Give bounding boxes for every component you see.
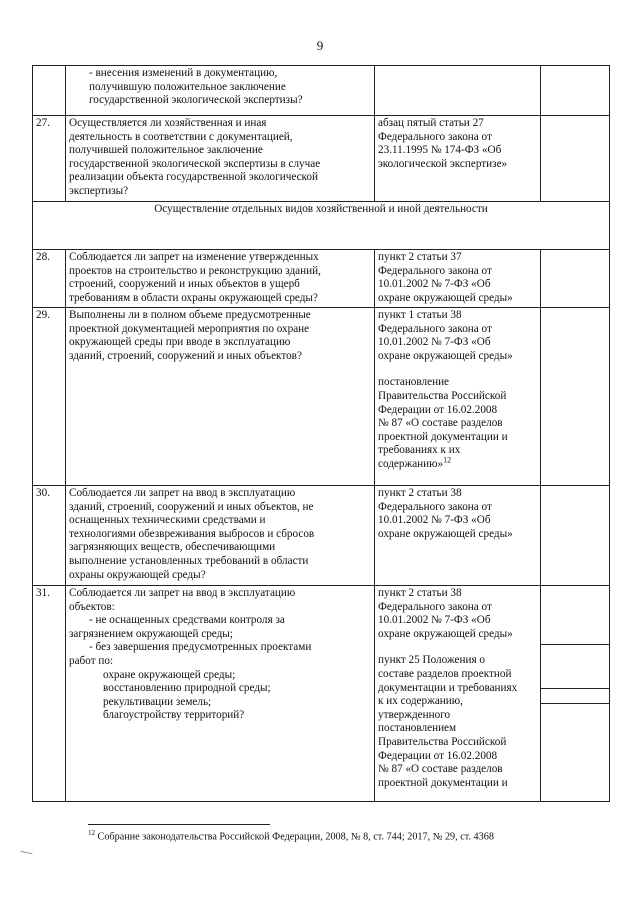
reference-line: экологической экспертизе» [378,157,508,170]
table-row [33,66,610,116]
question-cell [66,486,375,586]
footnote-mark: 12 [88,829,95,837]
reference-line: проектной документации и [378,430,508,443]
reference-line: 10.01.2002 № 7-ФЗ «Об [378,336,491,349]
reference-line: 10.01.2002 № 7-ФЗ «Об [378,614,491,627]
row-number [33,66,66,116]
question-line: проектной документацией мероприятия по охране [69,322,310,335]
question-line: загрязняющих веществ, обеспечивающими [69,541,276,554]
question-line: государственной экологической экспертизы? [89,94,303,107]
question-line: - без завершения предусмотренных проектами [89,641,312,654]
question-line: выполнение установленных требований в области [69,554,309,567]
table-row [33,116,610,202]
row-number: 30. [33,486,66,586]
row-number: 29. [33,308,66,486]
reference-line: Правительства Российской [378,735,507,748]
question-line: строений, сооружений и иных объектов в ущерб [69,278,300,291]
question-line: - не оснащенных средствами контроля за [89,614,285,627]
table-row [33,308,610,486]
question-line: требованиям в области охраны окружающей среды? [69,291,318,304]
question-line: зданий, строений, сооружений и иных объектов, не [69,500,314,513]
question-line: окружающей среды при вводе в эксплуатацию [69,336,291,349]
reference-cell [375,486,541,586]
question-line: - внесения изменений в документацию, [89,67,278,79]
reference-line: пункт 2 статьи 37 [378,251,462,263]
reference-cell [375,250,541,308]
question-line: оснащенных техническими средствами и [69,514,266,527]
answer-cell[interactable] [541,116,610,202]
reference-line: охране окружающей среды» [378,349,513,362]
reference-line: проектной документации и [378,776,508,789]
reference-line: пункт 25 Положения о [378,654,486,667]
checklist-table [32,65,610,802]
question-line: объектов: [69,600,115,613]
question-line: восстановлению природной среды; [103,682,271,695]
question-line: охране окружающей среды; [103,668,236,681]
question-line: реализации объекта государственной экологической [69,171,318,184]
question-line: благоустройству территорий? [103,709,245,722]
reference-line: № 87 «О составе разделов [378,417,503,430]
reference-line: охране окружающей среды» [378,291,513,304]
question-cell [66,586,375,802]
footnote-separator [88,824,270,825]
question-line: зданий, строений, сооружений и иных объектов? [69,349,302,362]
question-line: Выполнены ли в полном объеме предусмотренные [69,309,311,321]
reference-line: пункт 2 статьи 38 [378,487,462,499]
question-line: загрязнением окружающей среды; [69,627,233,640]
answer-cell[interactable] [541,250,610,308]
reference-line: охране окружающей среды» [378,627,513,640]
reference-line: Федерации от 16.02.2008 [378,403,498,416]
reference-cell [375,116,541,202]
question-cell [66,116,375,202]
question-line: технологиями обезвреживания выбросов и сбросов [69,527,315,540]
reference-line: 23.11.1995 № 174-ФЗ «Об [378,144,502,157]
footnote-text: Собрание законодательства Российской Федерации, 2008, № 8, ст. 744; 2017, № 29, ст. 4368 [97,831,494,843]
reference-text: содержанию» [378,457,444,470]
reference-line: 10.01.2002 № 7-ФЗ «Об [378,514,491,527]
question-line: проектов на строительство и реконструкцию зданий, [69,264,321,277]
table-row [33,250,610,308]
reference-line [378,455,537,472]
reference-line: постановлением [378,722,457,735]
reference-line: Правительства Российской [378,389,507,402]
answer-cell[interactable] [541,308,610,486]
reference-line: составе разделов проектной [378,667,512,680]
question-line: получившую положительное заключение [89,80,286,93]
reference-cell [375,66,541,116]
question-cell [66,250,375,308]
question-line: работ по: [69,654,114,667]
reference-cell [375,586,541,802]
question-line: Соблюдается ли запрет на ввод в эксплуатацию [69,587,296,599]
scan-mark [20,851,33,859]
row-number: 31. [33,586,66,802]
answer-cell[interactable] [541,486,610,586]
reference-line: Федерального закона от [378,500,492,513]
reference-cell [375,308,541,486]
table-row [33,486,610,586]
answer-cell[interactable] [541,586,610,802]
reference-line: пункт 1 статьи 38 [378,309,462,321]
section-row [33,202,610,250]
table-row [33,586,610,802]
reference-line: утвержденного [378,708,451,721]
answer-divider [541,688,609,689]
footnote-mark: 12 [443,455,452,465]
question-line: охраны окружающей среды? [69,568,206,581]
reference-line: Федерального закона от [378,264,492,277]
answer-divider [541,703,609,704]
reference-line: требованиях к их [378,444,461,457]
answer-divider [541,644,609,645]
reference-line: Федерации от 16.02.2008 [378,749,498,762]
question-cell [66,66,375,116]
reference-line: Федерального закона от [378,322,492,335]
question-line: рекультивации земель; [103,695,212,708]
question-line: экспертизы? [69,184,129,197]
question-cell [66,308,375,486]
reference-line: пункт 2 статьи 38 [378,587,462,599]
answer-cell[interactable] [541,66,610,116]
reference-line: абзац пятый статьи 27 [378,117,484,129]
row-number: 28. [33,250,66,308]
section-heading: Осуществление отдельных видов хозяйственной и иной деятельности [33,202,610,250]
page-number: 9 [316,38,324,53]
question-line: Соблюдается ли запрет на ввод в эксплуатацию [69,487,296,499]
question-line: Осуществляется ли хозяйственная и иная [69,117,267,129]
reference-line: 10.01.2002 № 7-ФЗ «Об [378,278,491,291]
reference-line: охране окружающей среды» [378,527,513,540]
reference-line: постановление [378,376,450,389]
reference-line: Федерального закона от [378,600,492,613]
question-line: деятельность в соответствии с документацией, [69,130,293,143]
row-number: 27. [33,116,66,202]
reference-line: Федерального закона от [378,130,492,143]
reference-line: документации и требованиях [378,681,518,694]
question-line: получившей положительное заключение [69,144,263,157]
reference-line: к их содержанию, [378,695,463,708]
question-line: государственной экологической экспертизы в случае [69,157,321,170]
reference-line: № 87 «О составе разделов [378,763,503,776]
question-line: Соблюдается ли запрет на изменение утвержденных [69,251,319,263]
footnote [88,829,494,842]
